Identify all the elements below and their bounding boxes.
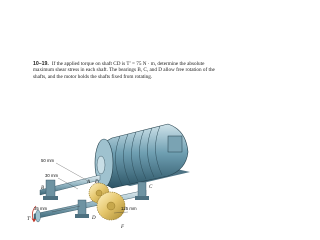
shaft-end-flange — [36, 210, 41, 222]
motor — [95, 124, 190, 188]
label-a: A — [87, 180, 91, 185]
dim-50mm: 50 mm — [41, 158, 55, 163]
label-b: B — [41, 186, 45, 191]
label-c: C — [149, 185, 153, 190]
dim-30mm: 30 mm — [45, 173, 59, 178]
dim-125mm: 125 mm — [121, 206, 137, 211]
label-e: E — [95, 180, 99, 185]
motor-terminal-box — [168, 136, 182, 152]
dim-35mm: 35 mm — [34, 206, 48, 211]
problem-text: If the applied torque on shaft CD is T′ = 75 N · m, determine the absolute maximum shear stress in each shaft. The bearings B, C, and D allow free rotation of the shafts, and the motor holds the shafts fixed from rotating. — [33, 61, 215, 80]
label-d: D — [92, 216, 96, 221]
label-f: F — [121, 225, 125, 230]
label-t-prime: T′ — [27, 217, 31, 222]
torque-arrowhead — [32, 219, 37, 223]
motor-end-hub — [97, 156, 105, 174]
problem-number: 10–19. — [33, 61, 49, 67]
